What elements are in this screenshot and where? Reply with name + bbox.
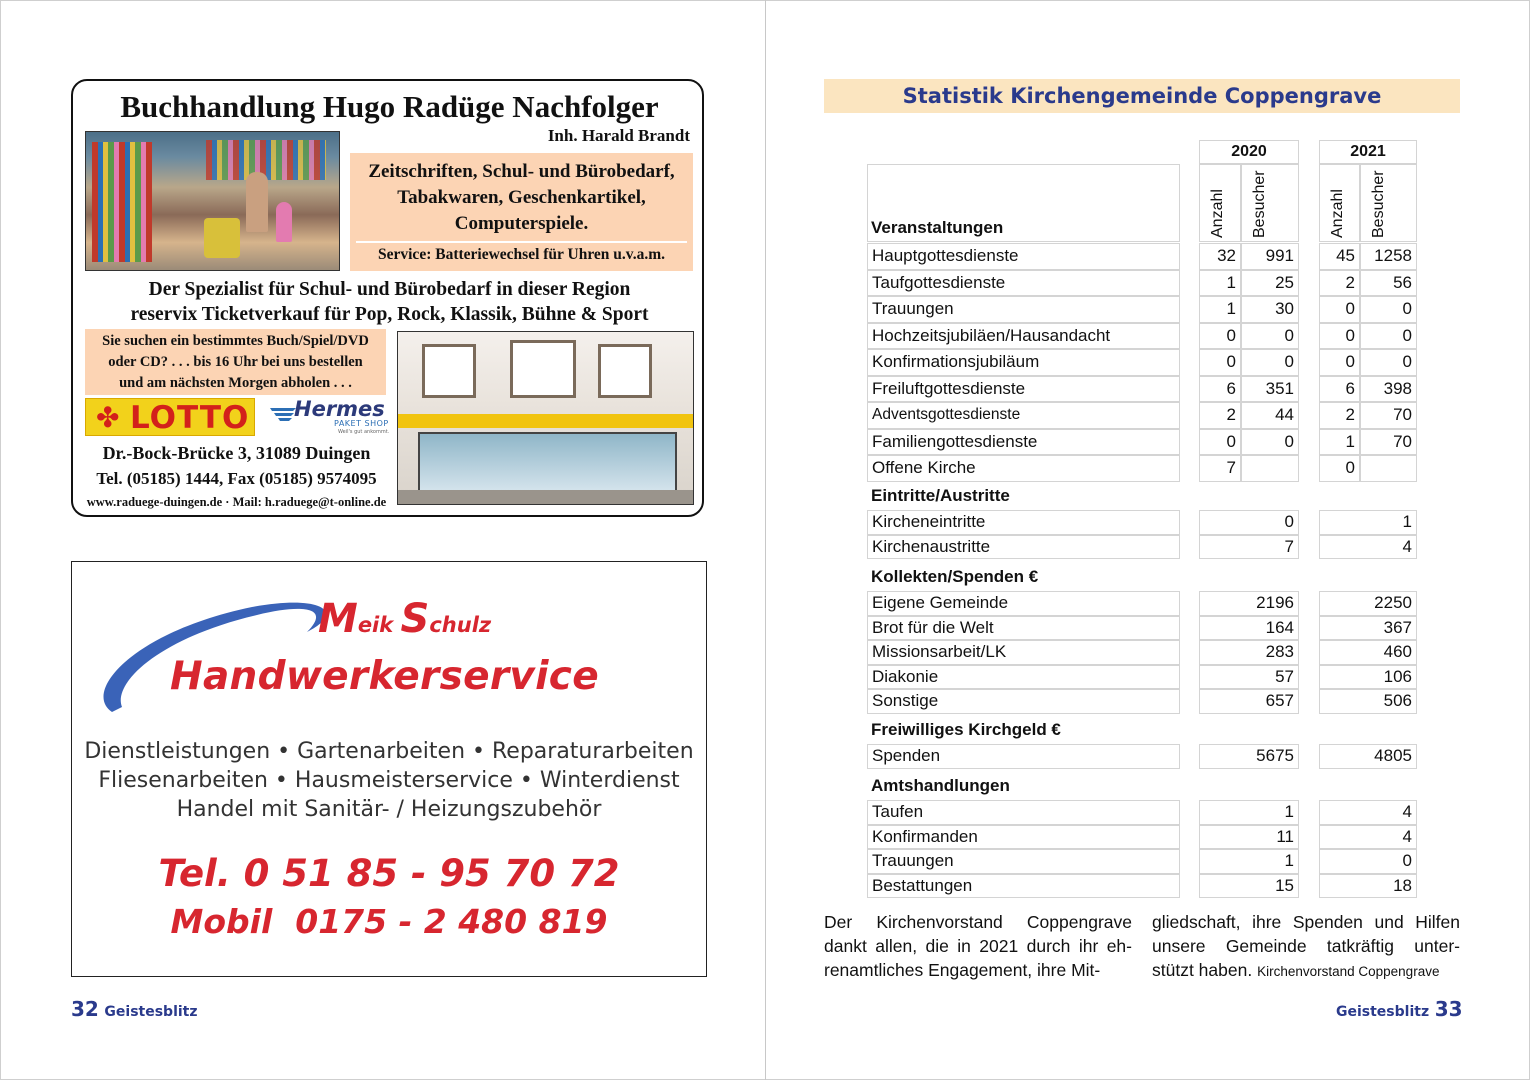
table-value-2020: 2196	[1199, 591, 1299, 616]
event-visitors-2021	[1360, 455, 1417, 482]
column-header-cell	[1241, 164, 1299, 242]
table-row-label: Bestattungen	[867, 874, 1180, 899]
event-count-2020: 0	[1199, 323, 1241, 350]
thanks-text-left: Der Kirchenvorstand Coppengrave dankt allen, die in 2021 durch ihr eh- renamtliches Engagement, ihre Mit-	[824, 912, 1132, 980]
clover-icon: ✤	[96, 402, 120, 433]
event-visitors-2021: 70	[1360, 402, 1417, 429]
event-count-2021: 2	[1319, 402, 1360, 429]
event-visitors-2020: 44	[1241, 402, 1299, 429]
column-header-label: Anzahl	[1329, 189, 1346, 238]
hermes-tagline: Weil's gut ankommt.	[338, 429, 390, 435]
bookshop-address: Dr.-Bock-Brücke 3, 31089 Duingen	[102, 443, 371, 463]
event-row-label: Adventsgottesdienste	[867, 402, 1180, 429]
event-count-2021: 1	[1319, 429, 1360, 456]
event-row-label: Konfirmationsjubiläum	[867, 349, 1180, 376]
table-value-2020: 657	[1199, 689, 1299, 714]
products-line: Computerspiele.	[454, 213, 589, 234]
event-count-2021: 2	[1319, 270, 1360, 297]
event-row-label: Trauungen	[867, 296, 1180, 323]
table-row-label: Brot für die Welt	[867, 616, 1180, 641]
table-value-2021: 18	[1319, 874, 1417, 899]
order-line: oder CD? . . . bis 16 Uhr bei uns bestellen	[108, 354, 363, 370]
event-count-2021: 0	[1319, 323, 1360, 350]
table-value-2021: 2250	[1319, 591, 1417, 616]
year-header: 2021	[1319, 140, 1417, 164]
event-count-2020: 32	[1199, 243, 1241, 270]
table-value-2020: 0	[1199, 510, 1299, 535]
magazine-name: Geistesblitz	[104, 1004, 198, 1020]
event-visitors-2020	[1241, 455, 1299, 482]
table-value-2020: 7	[1199, 535, 1299, 560]
magazine-name: Geistesblitz	[1336, 1004, 1430, 1020]
page-number: 33	[1434, 997, 1463, 1021]
bookshop-title: Buchhandlung Hugo Radüge Nachfolger	[120, 89, 659, 124]
event-row-label: Offene Kirche	[867, 455, 1180, 482]
specialist-line: Der Spezialist für Schul- und Bürobedarf in dieser Region	[148, 279, 631, 300]
table-row-label: Kirchenaustritte	[867, 535, 1180, 560]
table-value-2021: 4	[1319, 535, 1417, 560]
lotto-wordmark: LOTTO	[130, 400, 250, 436]
table-value-2021: 4	[1319, 825, 1417, 850]
products-line: Zeitschriften, Schul- und Bürobedarf,	[368, 161, 675, 182]
event-count-2020: 1	[1199, 296, 1241, 323]
event-visitors-2021: 1258	[1360, 243, 1417, 270]
table-value-2020: 1	[1199, 849, 1299, 874]
column-header-cell	[1360, 164, 1417, 242]
table-value-2020: 5675	[1199, 744, 1299, 769]
table-value-2021: 0	[1319, 849, 1417, 874]
column-header-label: Anzahl	[1209, 189, 1226, 238]
owner-name: Meik Schulz	[318, 596, 492, 642]
services-line: Fliesenarbeiten • Hausmeisterservice • Winterdienst	[98, 768, 680, 793]
hermes-wordmark: Hermes	[294, 397, 385, 421]
table-value-2021: 4	[1319, 800, 1417, 825]
event-visitors-2020: 351	[1241, 376, 1299, 403]
event-row-label: Hauptgottesdienste	[867, 243, 1180, 270]
event-count-2020: 1	[1199, 270, 1241, 297]
table-value-2021: 1	[1319, 510, 1417, 535]
hermes-subtitle: PAKET SHOP	[334, 419, 389, 428]
thanks-text-right	[1152, 910, 1460, 984]
tickets-line: reservix Ticketverkauf für Pop, Rock, Klassik, Bühne & Sport	[130, 304, 649, 325]
bookshop-web: www.raduege-duingen.de · Mail: h.raduege@t-online.de	[86, 495, 387, 509]
footer-left	[71, 997, 198, 1021]
section-heading: Amtshandlungen	[871, 776, 1010, 795]
footer-right	[1336, 997, 1463, 1021]
table-value-2020: 283	[1199, 640, 1299, 665]
thanks-signature: Kirchenvorstand Coppengrave	[1257, 964, 1440, 979]
event-visitors-2021: 0	[1360, 296, 1417, 323]
event-visitors-2020: 0	[1241, 429, 1299, 456]
table-row-label: Spenden	[867, 744, 1180, 769]
event-visitors-2021: 70	[1360, 429, 1417, 456]
event-row-label: Taufgottesdienste	[867, 270, 1180, 297]
column-header-label: Besucher	[1370, 170, 1387, 238]
stats-title: Statistik Kirchengemeinde Coppengrave	[902, 84, 1382, 108]
event-count-2020: 0	[1199, 429, 1241, 456]
order-line: Sie suchen ein bestimmtes Buch/Spiel/DVD	[102, 333, 369, 349]
mobile-number: Mobil 0175 - 2 480 819	[170, 902, 608, 941]
event-count-2021: 6	[1319, 376, 1360, 403]
event-visitors-2020: 30	[1241, 296, 1299, 323]
event-visitors-2021: 0	[1360, 323, 1417, 350]
phone-number: Tel. 0 51 85 - 95 70 72	[158, 852, 620, 895]
products-line: Tabakwaren, Geschenkartikel,	[397, 187, 646, 208]
column-header-label: Besucher	[1251, 170, 1268, 238]
event-count-2020: 6	[1199, 376, 1241, 403]
services-line: Dienstleistungen • Gartenarbeiten • Reparaturarbeiten	[84, 739, 694, 764]
event-count-2021: 0	[1319, 296, 1360, 323]
table-value-2021: 367	[1319, 616, 1417, 641]
event-count-2020: 2	[1199, 402, 1241, 429]
table-row-label: Eigene Gemeinde	[867, 591, 1180, 616]
table-value-2020: 164	[1199, 616, 1299, 641]
table-row-label: Diakonie	[867, 665, 1180, 690]
event-row-label: Freiluftgottesdienste	[867, 376, 1180, 403]
event-count-2021: 0	[1319, 349, 1360, 376]
event-row-label: Familiengottesdienste	[867, 429, 1180, 456]
handwerker-brand: Handwerkerservice	[170, 654, 599, 699]
event-visitors-2021: 56	[1360, 270, 1417, 297]
order-line: und am nächsten Morgen abholen . . .	[119, 375, 352, 391]
event-visitors-2021: 398	[1360, 376, 1417, 403]
section-heading: Freiwilliges Kirchgeld €	[871, 720, 1061, 739]
event-visitors-2020: 991	[1241, 243, 1299, 270]
event-count-2021: 0	[1319, 455, 1360, 482]
table-row-label: Sonstige	[867, 689, 1180, 714]
event-row-label: Hochzeitsjubiläen/Hausandacht	[867, 323, 1180, 350]
table-row-label: Trauungen	[867, 849, 1180, 874]
services-line: Handel mit Sanitär- / Heizungszubehör	[176, 797, 602, 822]
section-heading: Kollekten/Spenden €	[871, 567, 1039, 586]
bookshop-owner: Inh. Harald Brandt	[547, 126, 690, 145]
table-value-2021: 460	[1319, 640, 1417, 665]
page-number: 32	[71, 997, 99, 1021]
table-value-2021: 506	[1319, 689, 1417, 714]
event-count-2021: 45	[1319, 243, 1360, 270]
table-row-label: Taufen	[867, 800, 1180, 825]
section-heading: Veranstaltungen	[871, 218, 1004, 237]
event-visitors-2020: 0	[1241, 349, 1299, 376]
event-visitors-2020: 25	[1241, 270, 1299, 297]
event-visitors-2021: 0	[1360, 349, 1417, 376]
table-row-label: Missionsarbeit/LK	[867, 640, 1180, 665]
table-value-2021: 4805	[1319, 744, 1417, 769]
table-value-2020: 11	[1199, 825, 1299, 850]
thanks-body: gliedschaft, ihre Spenden und Hilfen unsere Gemeinde tatkräftig unter- stützt haben.	[1152, 912, 1460, 980]
table-value-2020: 15	[1199, 874, 1299, 899]
service-text: Service: Batteriewechsel für Uhren u.v.a.m.	[378, 246, 665, 263]
table-row-label: Kircheneintritte	[867, 510, 1180, 535]
section-heading: Eintritte/Austritte	[871, 486, 1010, 505]
event-visitors-2020: 0	[1241, 323, 1299, 350]
year-header: 2020	[1199, 140, 1299, 164]
bookshop-phone: Tel. (05185) 1444, Fax (05185) 9574095	[96, 469, 377, 488]
table-value-2021: 106	[1319, 665, 1417, 690]
event-count-2020: 0	[1199, 349, 1241, 376]
event-count-2020: 7	[1199, 455, 1241, 482]
table-value-2020: 1	[1199, 800, 1299, 825]
table-value-2020: 57	[1199, 665, 1299, 690]
table-row-label: Konfirmanden	[867, 825, 1180, 850]
